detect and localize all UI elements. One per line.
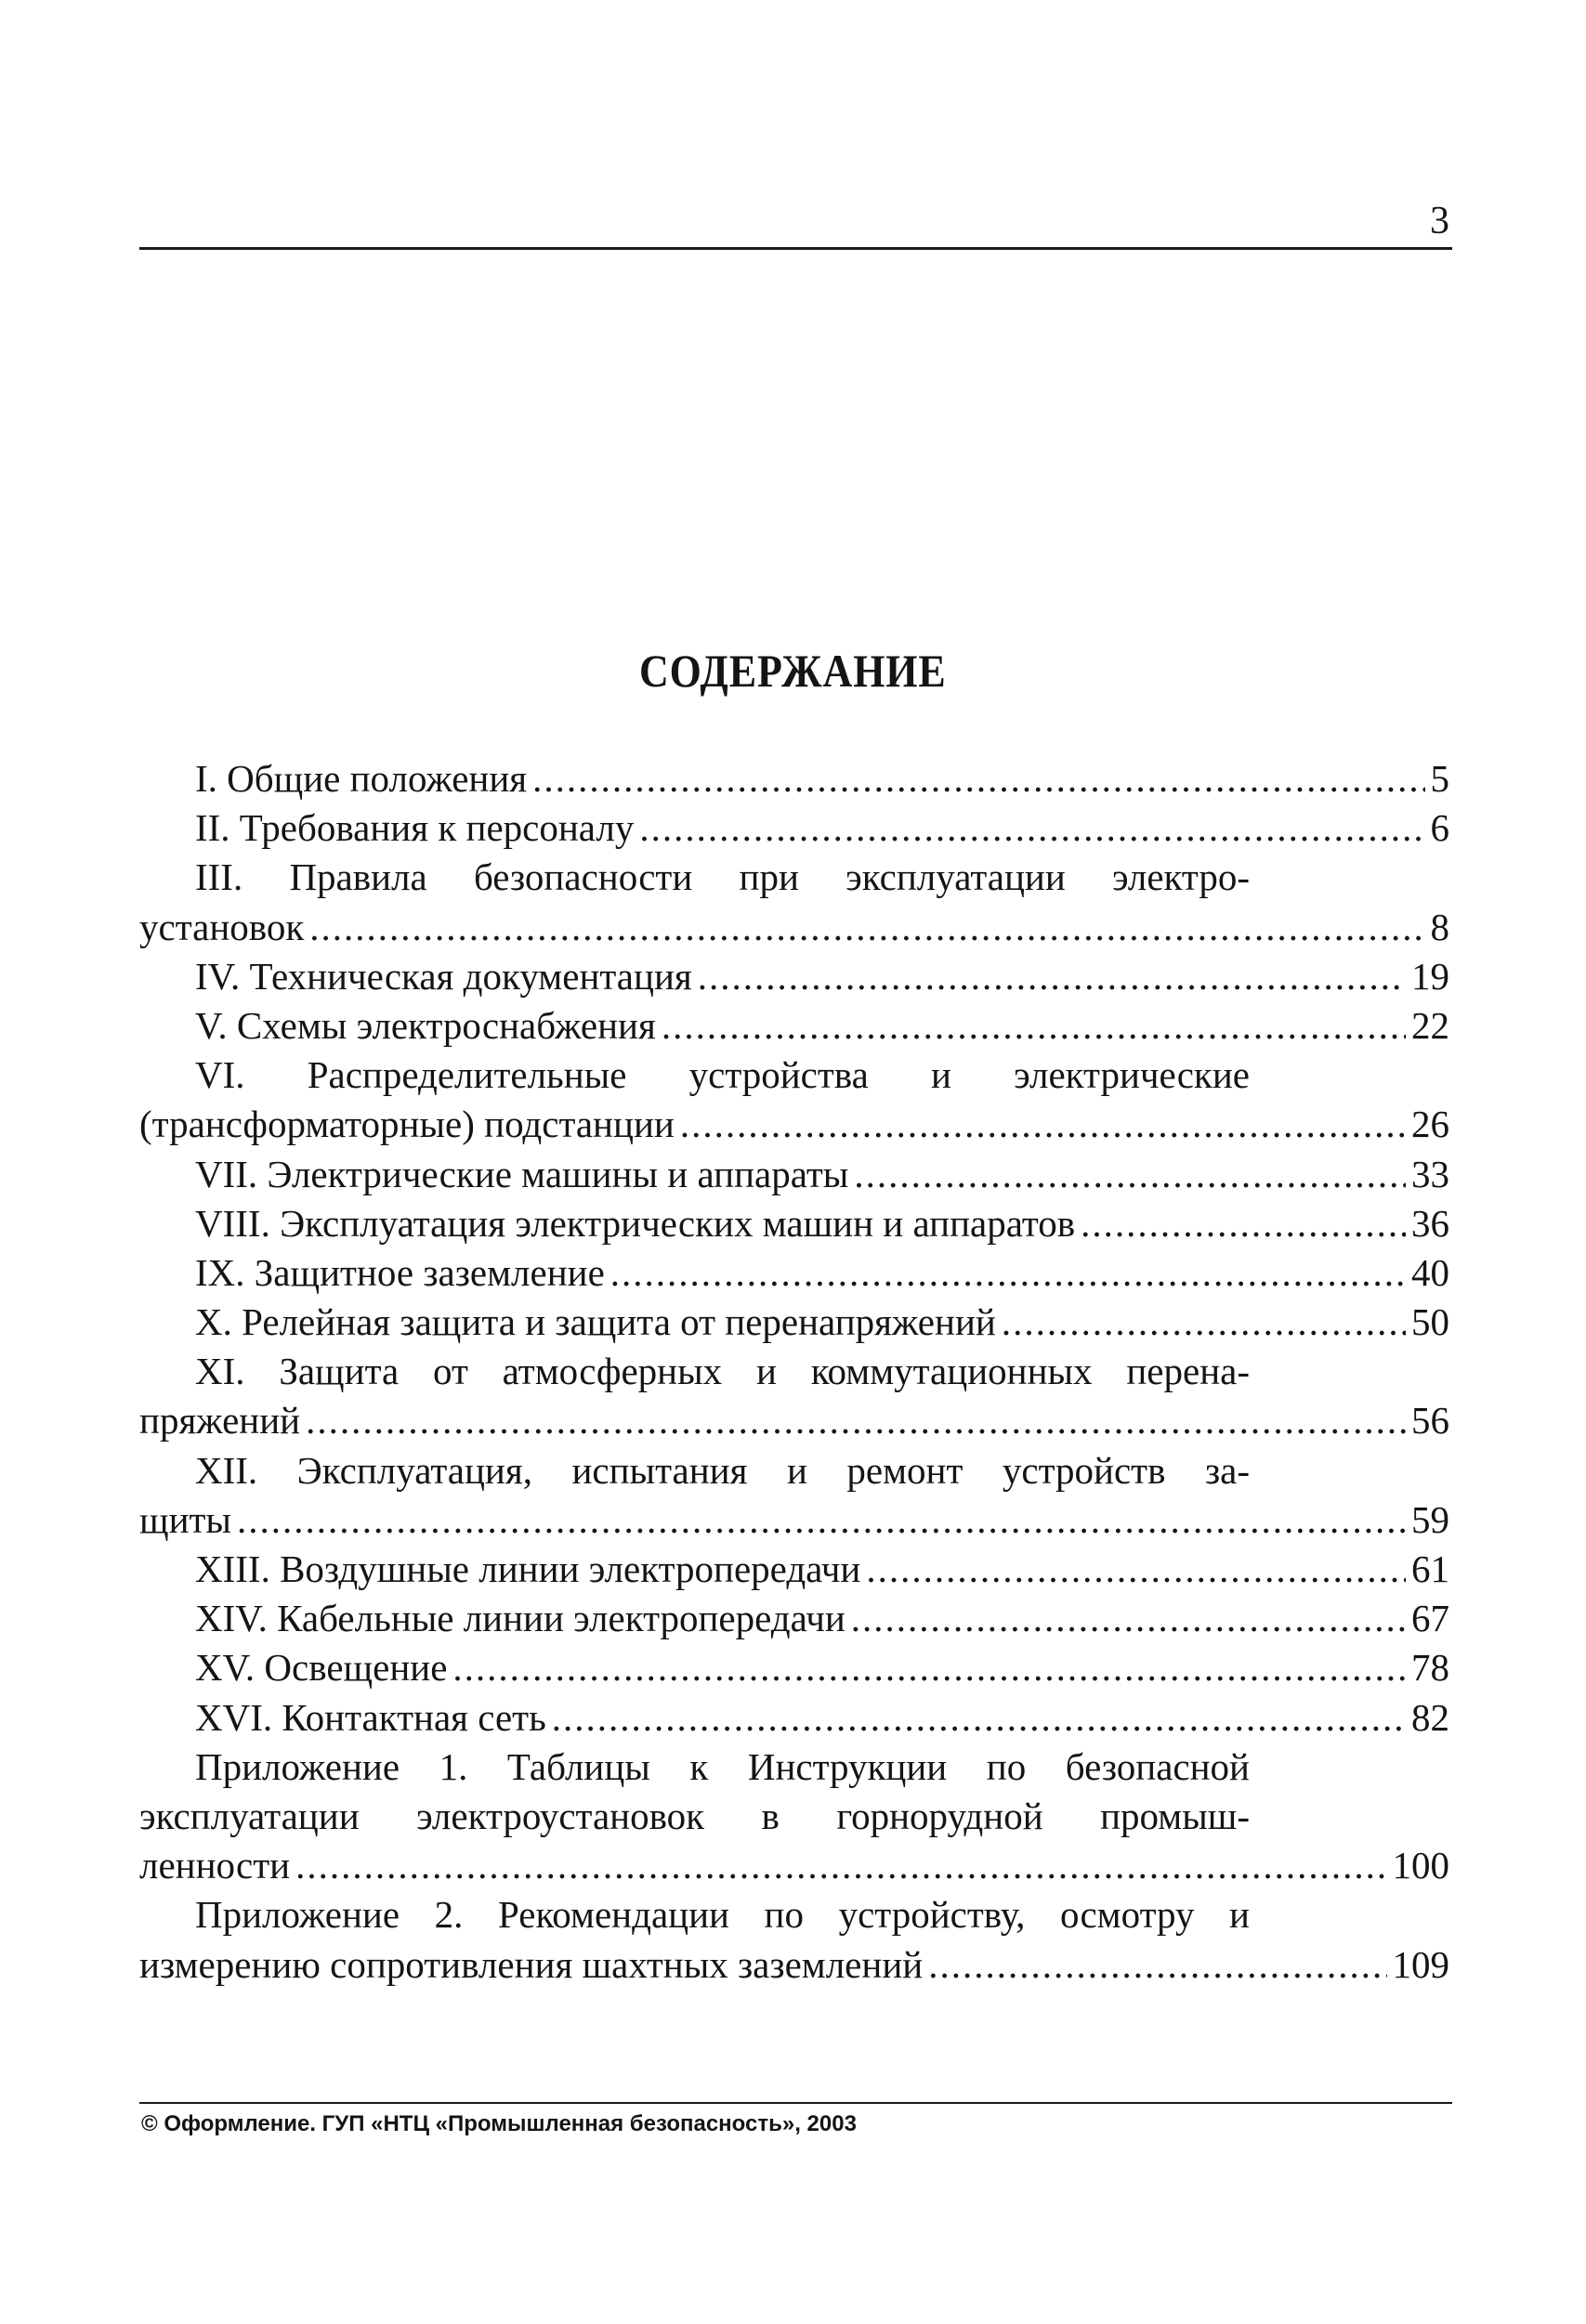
leader-dots: [306, 1396, 1406, 1445]
toc-entry-3-line-1[interactable]: III. Правила безопасности при эксплуатации электро-: [195, 855, 1250, 899]
toc-entry-label: IV. Техническая документация: [195, 954, 692, 998]
toc-entry-2[interactable]: [139, 803, 1449, 853]
copyright-footer: © Оформление. ГУП «НТЦ «Промышленная безопасность», 2003: [141, 2111, 857, 2136]
leader-dots: [1081, 1199, 1406, 1248]
toc-entry-12[interactable]: [139, 1495, 1449, 1545]
toc-entry-page: 36: [1411, 1201, 1449, 1245]
toc-entry-label: V. Схемы электроснабжения: [195, 1003, 656, 1047]
toc-entry-page: 5: [1430, 757, 1449, 800]
toc-entry-page: 8: [1430, 905, 1449, 948]
toc-entry-14[interactable]: [139, 1594, 1449, 1643]
leader-dots: [532, 754, 1424, 803]
toc-entry-16[interactable]: [139, 1693, 1449, 1743]
toc-entry-label: II. Требования к персоналу: [195, 806, 635, 850]
toc-entry-page: 22: [1411, 1003, 1449, 1047]
page-number: 3: [1430, 200, 1449, 242]
toc-entry-6-line-1[interactable]: VI. Распределительные устройства и электрические: [195, 1053, 1250, 1097]
toc-entry-page: 109: [1392, 1942, 1449, 1986]
leader-dots: [639, 803, 1424, 853]
toc-entry-4[interactable]: [139, 952, 1449, 1001]
toc-entry-8[interactable]: [139, 1199, 1449, 1248]
toc-entry-label: I. Общие положения: [195, 757, 528, 800]
toc-appendix-2[interactable]: [139, 1940, 1449, 1990]
header-rule: [139, 247, 1452, 250]
leader-dots: [851, 1594, 1406, 1643]
toc-appendix-2-line-1[interactable]: Приложение 2. Рекомендации по устройству, осмотру и: [195, 1893, 1250, 1937]
toc-entry-3[interactable]: [139, 903, 1449, 952]
leader-dots: [1002, 1298, 1406, 1347]
toc-entry-15[interactable]: [139, 1643, 1449, 1692]
toc-entry-label: установок: [139, 905, 305, 948]
leader-dots: [866, 1545, 1406, 1594]
leader-dots: [854, 1150, 1406, 1199]
toc-entry-12-line-1[interactable]: XII. Эксплуатация, испытания и ремонт устройств за-: [195, 1448, 1250, 1492]
toc-entry-label: XIII. Воздушные линии электропередачи: [195, 1547, 861, 1590]
leader-dots: [552, 1693, 1406, 1743]
toc-entry-label: IX. Защитное заземление: [195, 1250, 605, 1294]
leader-dots: [662, 1001, 1406, 1051]
toc-entry-label: (трансформаторные) подстанции: [139, 1103, 675, 1146]
toc-entry-page: 6: [1430, 806, 1449, 850]
toc-entry-13[interactable]: [139, 1545, 1449, 1594]
toc-entry-page: 33: [1411, 1152, 1449, 1195]
toc-entry-10[interactable]: [139, 1298, 1449, 1347]
toc-entry-label: XV. Освещение: [195, 1646, 448, 1690]
toc-entry-page: 78: [1411, 1646, 1449, 1690]
toc-entry-label: X. Релейная защита и защита от перенапряжений: [195, 1300, 996, 1344]
toc-entry-7[interactable]: [139, 1150, 1449, 1199]
toc-entry-page: 50: [1411, 1300, 1449, 1344]
toc-entry-1[interactable]: [139, 754, 1449, 803]
toc-entry-5[interactable]: [139, 1001, 1449, 1051]
toc-entry-6[interactable]: [139, 1100, 1449, 1149]
toc-entry-label: XVI. Контактная сеть: [195, 1695, 546, 1739]
toc-entry-page: 67: [1411, 1597, 1449, 1640]
toc-entry-label: ленности: [139, 1844, 291, 1887]
toc-entry-9[interactable]: [139, 1248, 1449, 1298]
toc-entry-label: VII. Электрические машины и аппараты: [195, 1152, 849, 1195]
toc-entry-label: щиты: [139, 1497, 231, 1541]
toc-entry-page: 61: [1411, 1547, 1449, 1590]
leader-dots: [610, 1248, 1406, 1298]
leader-dots: [452, 1643, 1406, 1692]
table-of-contents: [139, 754, 1449, 1990]
toc-entry-page: 19: [1411, 954, 1449, 998]
leader-dots: [698, 952, 1406, 1001]
toc-appendix-1[interactable]: [139, 1841, 1449, 1890]
footer-rule: [139, 2102, 1452, 2104]
leader-dots: [928, 1940, 1386, 1990]
leader-dots: [309, 903, 1424, 952]
toc-entry-11-line-1[interactable]: XI. Защита от атмосферных и коммутационных перена-: [195, 1350, 1250, 1393]
toc-entry-page: 26: [1411, 1103, 1449, 1146]
toc-entry-page: 82: [1411, 1695, 1449, 1739]
toc-entry-page: 56: [1411, 1399, 1449, 1443]
toc-title: СОДЕРЖАНИЕ: [638, 645, 947, 697]
leader-dots: [680, 1100, 1406, 1149]
toc-entry-label: XIV. Кабельные линии электропередачи: [195, 1597, 845, 1640]
toc-entry-label: пряжений: [139, 1399, 301, 1443]
toc-entry-page: 59: [1411, 1497, 1449, 1541]
toc-appendix-1-line-2[interactable]: эксплуатации электроустановок в горнорудной промыш-: [139, 1794, 1250, 1837]
toc-entry-label: измерению сопротивления шахтных заземлений: [139, 1942, 924, 1986]
toc-appendix-1-line-1[interactable]: Приложение 1. Таблицы к Инструкции по безопасной: [195, 1744, 1250, 1788]
toc-entry-11[interactable]: [139, 1396, 1449, 1445]
toc-entry-page: 100: [1392, 1844, 1449, 1887]
toc-entry-label: VIII. Эксплуатация электрических машин и аппаратов: [195, 1201, 1076, 1245]
leader-dots: [237, 1495, 1406, 1545]
leader-dots: [295, 1841, 1386, 1890]
toc-entry-page: 40: [1411, 1250, 1449, 1294]
